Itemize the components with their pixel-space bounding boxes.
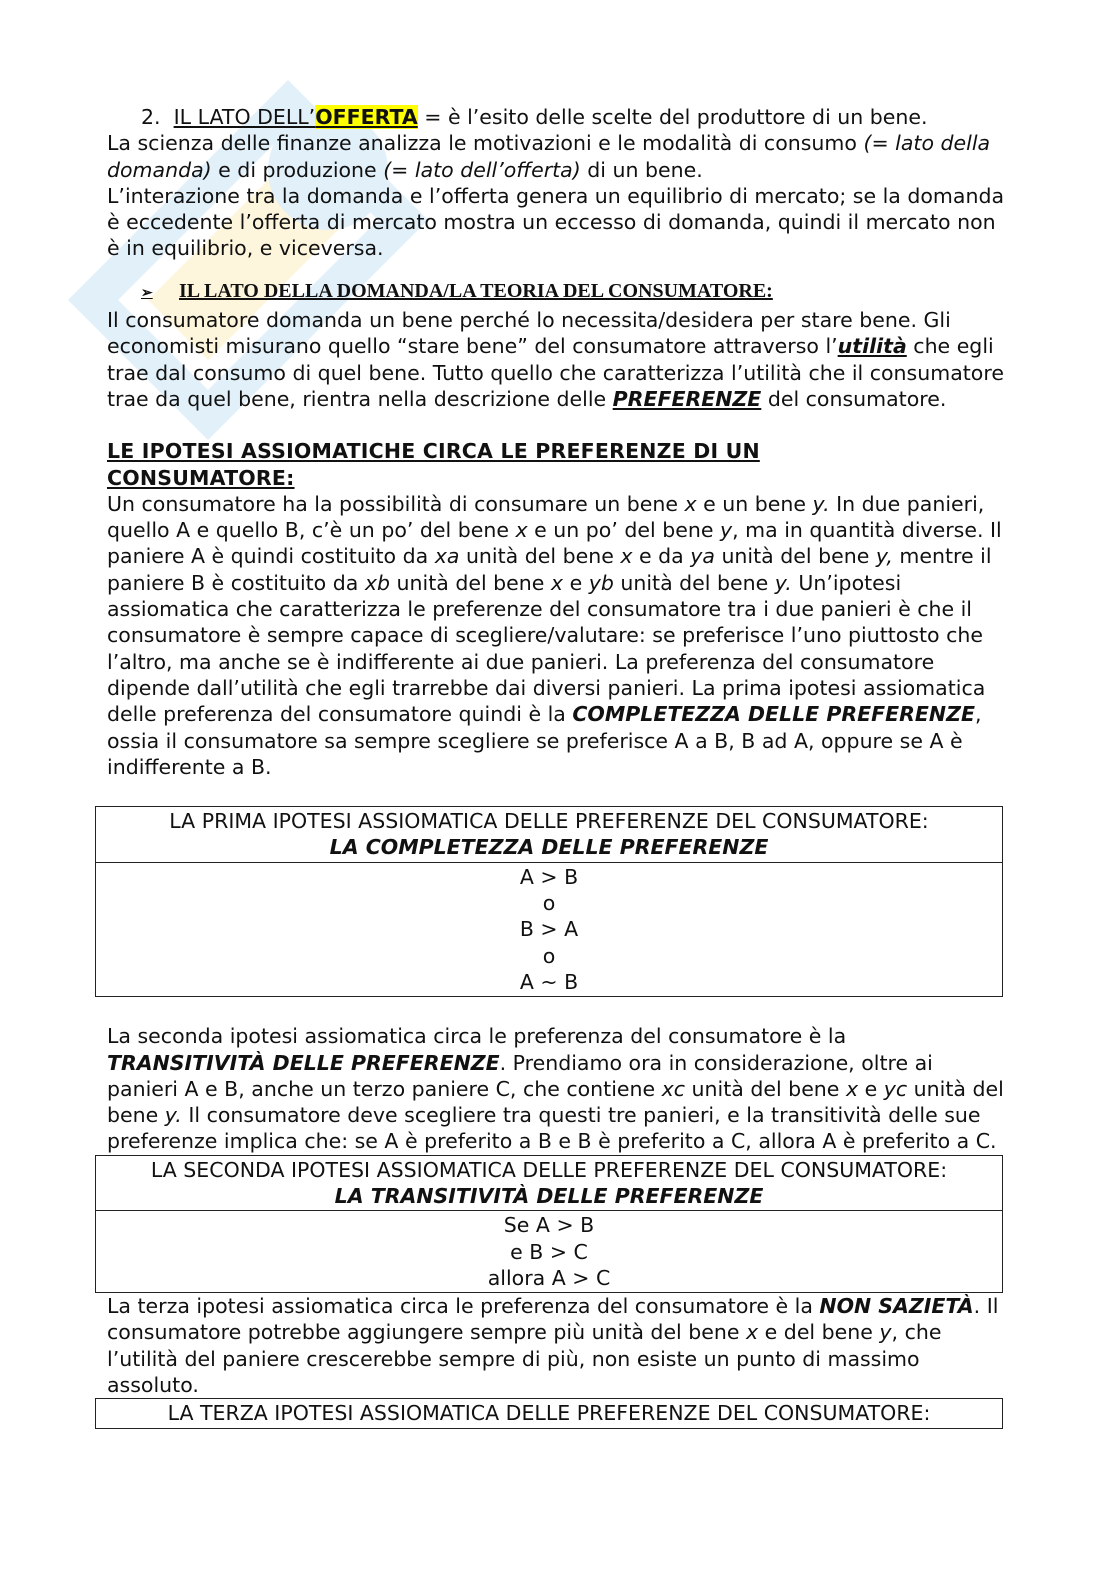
relation-line: A ~ B	[519, 969, 579, 994]
completeness-keyword: COMPLETEZZA DELLE PREFERENZE	[572, 702, 975, 727]
section-title: IL LATO DELL’OFFERTA	[173, 105, 418, 129]
axiom-box-1-body	[96, 863, 1002, 996]
bullet-heading	[107, 278, 1007, 307]
transitivity-paragraph: La seconda ipotesi assiomatica circa le preferenza del consumatore è la TRANSITIVITÀ DELLE PREFERENZE. Prendiamo ora in considerazione, oltre ai panieri A e B, anche un terzo paniere C, che contiene xc unità del bene x e yc unità del bene y. Il consumatore deve scegliere tra questi tre panieri, e la transitività delle sue preferenze implica che: se A è preferito a B e B è preferito a C, allora A è preferito a C.	[107, 1024, 1004, 1154]
relation-line: o	[542, 943, 556, 968]
offerta-keyword: OFFERTA	[315, 105, 418, 129]
axiom-box-1	[95, 806, 1003, 997]
utilita-keyword: utilità	[837, 334, 907, 359]
axiom-box-2-title: LA SECONDA IPOTESI ASSIOMATICA DELLE PREFERENZE DEL CONSUMATORE:	[150, 1157, 948, 1182]
intro-paragraph-2: L’interazione tra la domanda e l’offerta genera un equilibrio di mercato; se la domanda è eccedente l’offerta di mercato mostra un eccesso di domanda, quindi il mercato non è in equilibrio, e viceversa.	[107, 183, 1005, 261]
non-satiety-keyword: NON SAZIETÀ	[819, 1294, 974, 1319]
document-page	[107, 104, 1007, 1429]
transitivity-keyword: TRANSITIVITÀ DELLE PREFERENZE	[107, 1050, 500, 1075]
relation-line: A > B	[519, 864, 579, 889]
arrow-bullet-icon: ➢	[141, 285, 153, 301]
axiom-box-1-title: LA PRIMA IPOTESI ASSIOMATICA DELLE PREFERENZE DEL CONSUMATORE:	[169, 809, 929, 834]
axiom-box-2-body	[96, 1211, 1002, 1292]
axiom-box-1-header	[96, 807, 1002, 863]
axiom-box-2	[95, 1155, 1003, 1293]
axiom-box-1-subtitle: LA COMPLETEZZA DELLE PREFERENZE	[329, 835, 769, 860]
axiom-box-3-title: LA TERZA IPOTESI ASSIOMATICA DELLE PREFERENZE DEL CONSUMATORE:	[167, 1401, 931, 1426]
section-number: 2.	[141, 105, 161, 129]
axiom-box-3	[95, 1398, 1003, 1428]
relation-line: Se A > B	[503, 1213, 595, 1238]
axiom-box-2-header	[96, 1156, 1002, 1212]
relation-line: e B > C	[510, 1239, 588, 1264]
relation-line: o	[542, 891, 556, 916]
non-satiety-paragraph: La terza ipotesi assiomatica circa le preferenza del consumatore è la NON SAZIETÀ. Il consumatore potrebbe aggiungere sempre più unità del bene x e del bene y, che l’utilità del paniere crescerebbe sempre di più, non esiste un punto di massimo assoluto.	[107, 1294, 999, 1398]
relation-line: allora A > C	[487, 1265, 611, 1290]
axiom-box-2-subtitle: LA TRANSITIVITÀ DELLE PREFERENZE	[334, 1183, 764, 1208]
section-2-line	[107, 104, 1007, 130]
preferenze-keyword: PREFERENZE	[612, 386, 762, 411]
relation-line: B > A	[519, 917, 579, 942]
intro-paragraph-1: La scienza delle finanze analizza le motivazioni e le modalità di consumo (= lato della domanda) e di produzione (= lato dell’offerta) di un bene.	[107, 131, 991, 182]
section-2-definition: = è l’esito delle scelte del produttore di un bene.	[417, 105, 928, 129]
section-heading: LE IPOTESI ASSIOMATICHE CIRCA LE PREFERENZE DI UN CONSUMATORE:	[107, 439, 760, 490]
completeness-paragraph: Un consumatore ha la possibilità di consumare un bene x e un bene y. In due panieri, quello A e quello B, c’è un po’ del bene x e un po’ del bene y, ma in quantità diverse. Il paniere A è quindi costituito da xa unità del bene x e da ya unità del bene y, mentre il paniere B è costituito da xb unità del bene x e yb unità del bene y. Un’ipotesi assiomatica che caratterizza le preferenze del consumatore tra i due panieri è che il consumatore è sempre capace di scegliere/valutare: se preferisce l’uno piuttosto che l’altro, ma anche se è indifferente ai due panieri. La preferenza del consumatore dipende dall’utilità che egli trarrebbe dai diversi panieri. La prima ipotesi assiomatica delle preferenza del consumatore quindi è la COMPLETEZZA DELLE PREFERENZE, ossia il consumatore sa sempre scegliere se preferisce A a B, B ad A, oppure se A è indifferente a B.	[107, 491, 1002, 779]
bullet-heading-text: IL LATO DELLA DOMANDA/LA TEORIA DEL CONSUMATORE:	[179, 279, 773, 302]
consumer-paragraph: Il consumatore domanda un bene perché lo necessita/desidera per stare bene. Gli economisti misurano quello “stare bene” del consumatore attraverso l’utilità che egli trae dal consumo di quel bene. Tutto quello che caratterizza l’utilità che il consumatore trae da quel bene, rientra nella descrizione delle PREFERENZE del consumatore.	[107, 308, 1004, 411]
